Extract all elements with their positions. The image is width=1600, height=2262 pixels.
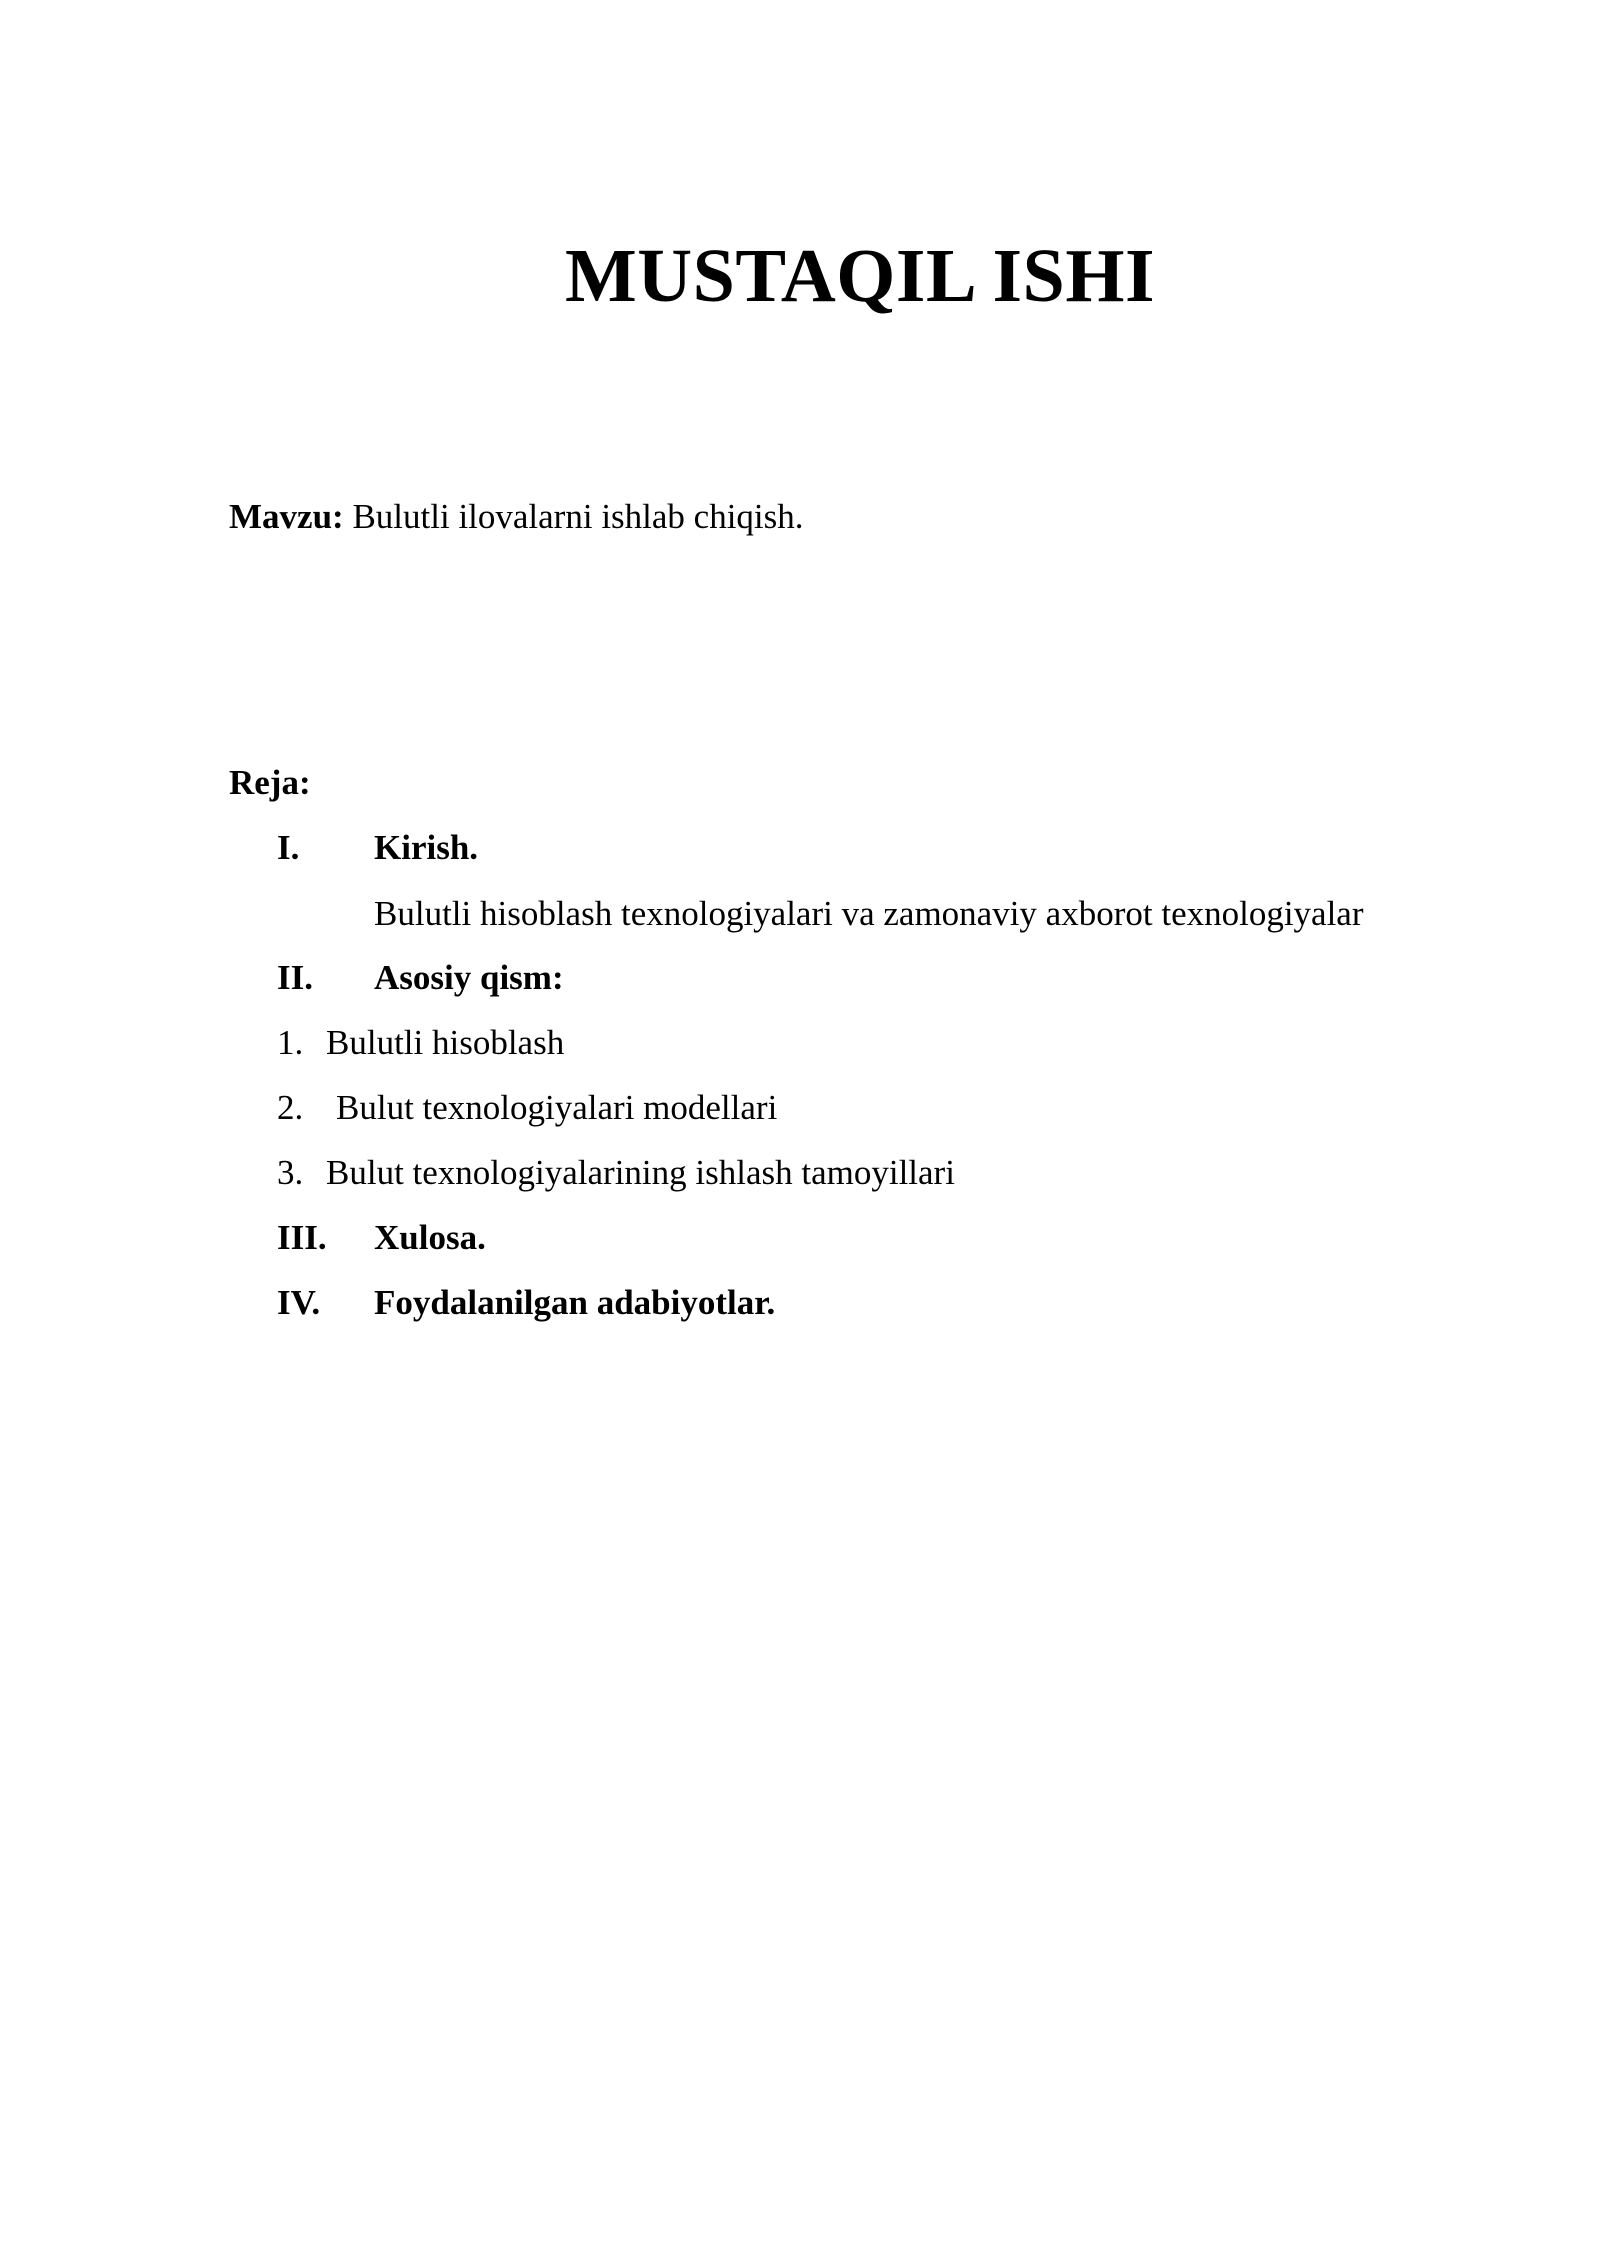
list-item-number-1: 1.: [277, 1023, 304, 1062]
list-item-text-2: Bulut texnologiyalari modellari: [336, 1088, 778, 1127]
list-item-number-2: 2.: [277, 1088, 304, 1127]
plan-heading: Reja:: [229, 763, 311, 802]
section-title-main-part: Asosiy qism:: [374, 958, 564, 997]
section-title-conclusion: Xulosa.: [374, 1218, 486, 1257]
section-numeral-4: IV.: [277, 1283, 321, 1322]
list-item-text-3: Bulut texnologiyalarining ishlash tamoyillari: [326, 1153, 955, 1192]
section-title-introduction: Kirish.: [374, 828, 479, 867]
topic-label: Mavzu:: [229, 497, 344, 536]
list-item-number-3: 3.: [277, 1153, 304, 1192]
document-title: MUSTAQIL ISHI: [564, 234, 1156, 318]
section-numeral-2: II.: [277, 958, 313, 997]
topic-line: [229, 499, 804, 534]
section-subtitle-introduction: Bulutli hisoblash texnologiyalari va zamonaviy axborot texnologiyalar: [374, 894, 1364, 933]
section-title-references: Foydalanilgan adabiyotlar.: [374, 1283, 776, 1322]
topic-value: Bulutli ilovalarni ishlab chiqish.: [352, 497, 804, 536]
section-numeral-3: III.: [277, 1218, 327, 1257]
section-numeral-1: I.: [277, 828, 300, 867]
list-item-text-1: Bulutli hisoblash: [326, 1023, 565, 1062]
